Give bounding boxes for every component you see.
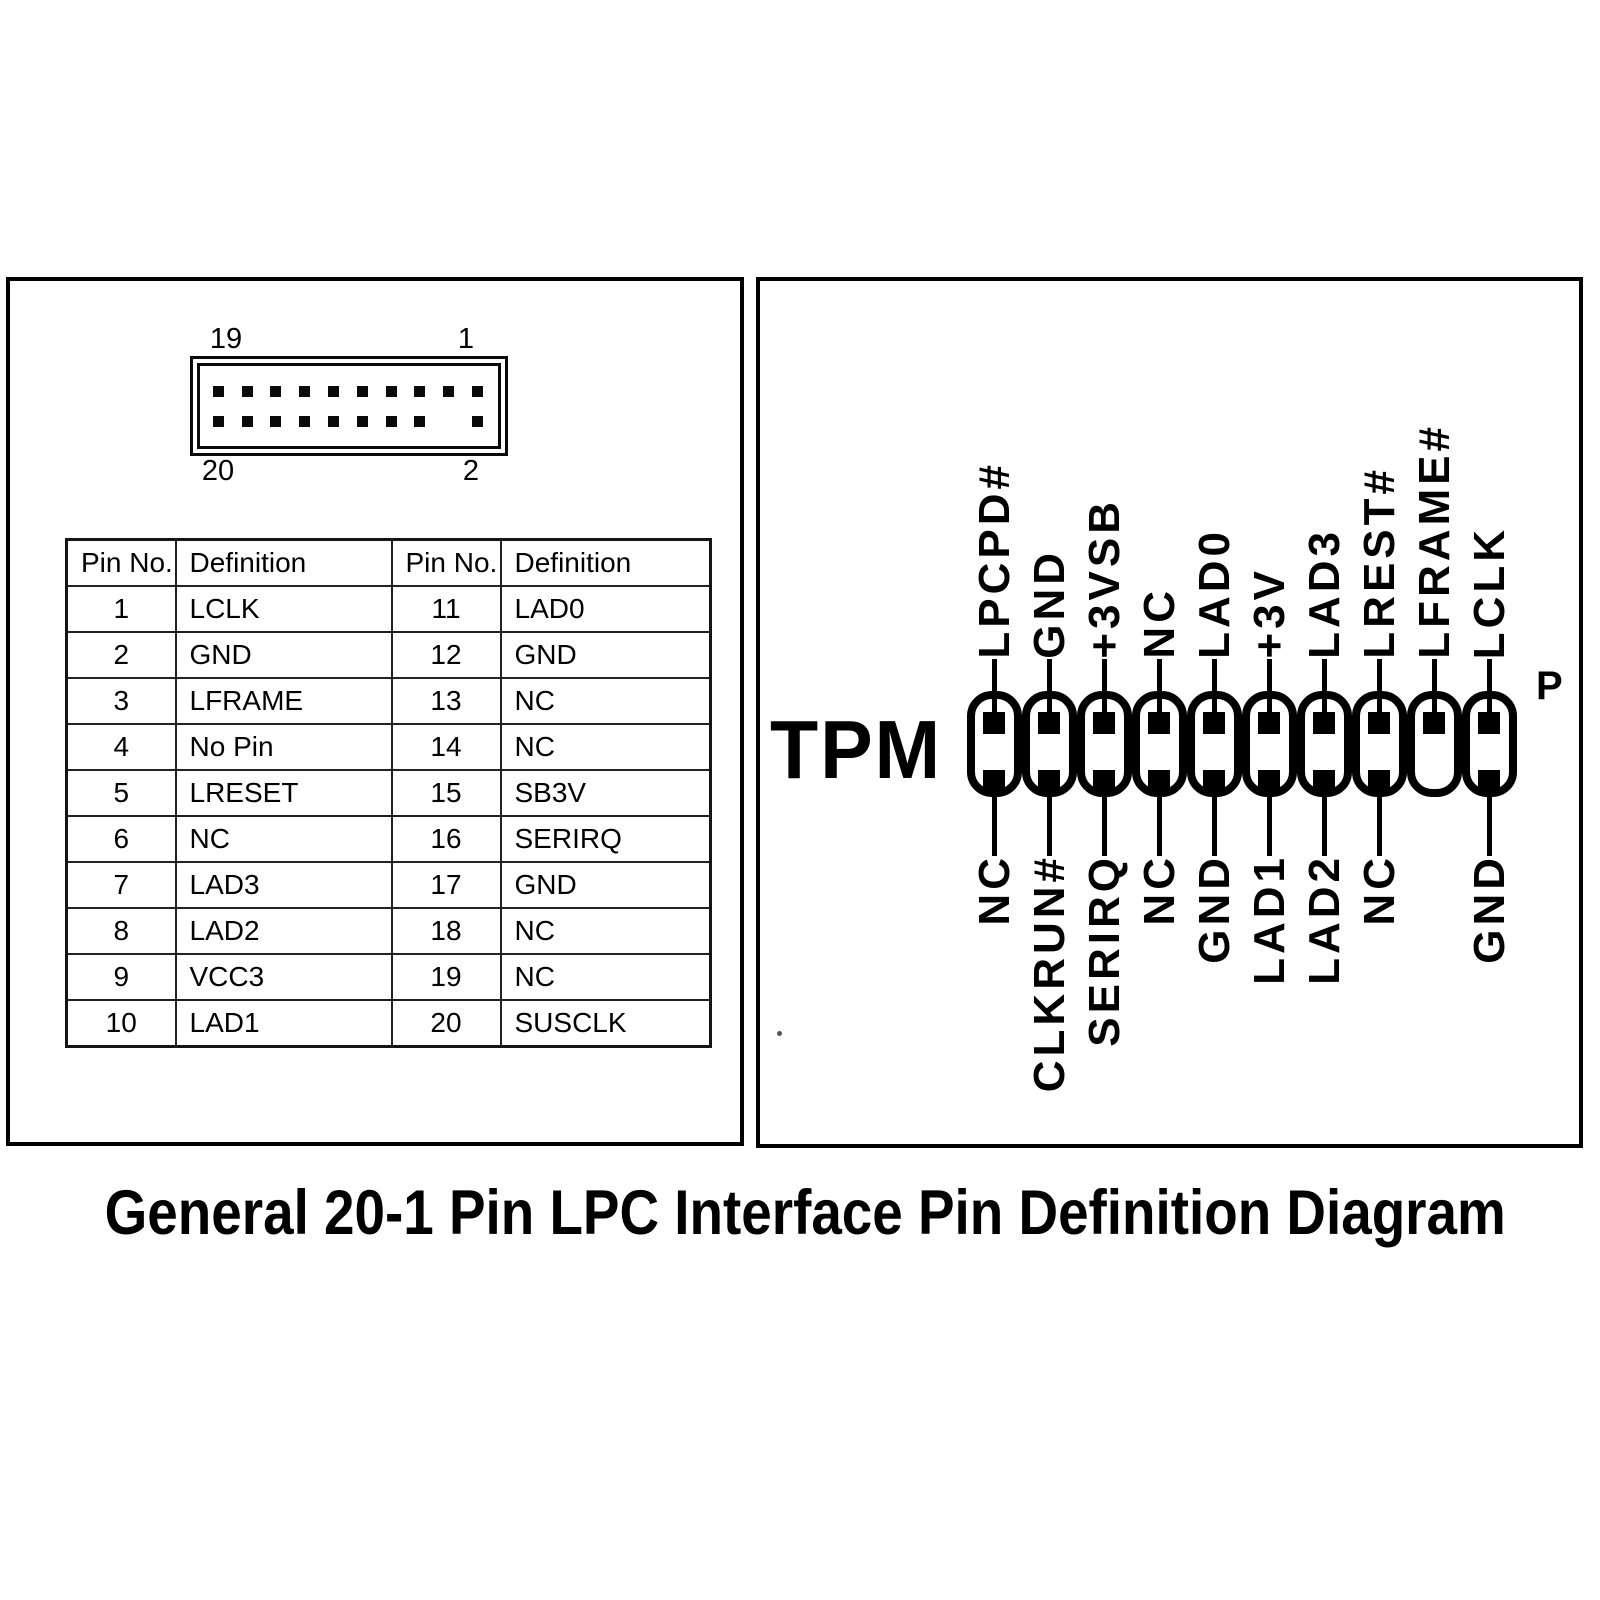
top-pin-label-text: LAD3 — [1299, 528, 1349, 659]
connector-pin19-label: 19 — [209, 323, 243, 355]
tpm-pin-column — [1132, 281, 1187, 1144]
pin-contact-top — [1368, 712, 1390, 734]
definition-cell: LRESET — [176, 770, 392, 816]
connector-pin1-label: 1 — [457, 323, 475, 355]
pin-contact-top — [1313, 712, 1335, 734]
bottom-pin-label — [1077, 854, 1132, 1150]
diagram-caption — [0, 1179, 1600, 1248]
pin-no-header-cell: Pin No. — [392, 540, 501, 587]
connector-pin20-label: 20 — [201, 455, 235, 487]
pin-definition-table-body — [67, 540, 711, 1047]
top-pin-label — [1187, 281, 1242, 659]
tpm-pin-column — [1297, 281, 1352, 1144]
top-pin-label-text: LFRAME# — [1409, 423, 1459, 659]
connector-pin-bottom — [414, 416, 425, 427]
pin-contact-bottom — [1038, 770, 1060, 792]
pin-wire-bottom — [992, 781, 997, 856]
pin-contact-bottom — [1258, 770, 1280, 792]
tpm-title: TPM — [770, 703, 943, 796]
connector-pin-bottom — [386, 416, 397, 427]
pin-no-cell: 20 — [392, 1000, 501, 1047]
definition-cell: NC — [501, 954, 711, 1000]
pin-contact-top — [983, 712, 1005, 734]
definition-cell: NC — [176, 816, 392, 862]
p-corner-label: P — [1536, 664, 1563, 708]
pin-contact-top — [1258, 712, 1280, 734]
pin-wire-bottom — [1487, 781, 1492, 856]
pin-no-cell: 5 — [67, 770, 176, 816]
bottom-pin-label-text: NC — [969, 854, 1019, 926]
definition-cell: NC — [501, 724, 711, 770]
connector-pin-top — [299, 386, 310, 397]
connector-pin-bottom — [357, 416, 368, 427]
definition-cell: NC — [501, 678, 711, 724]
table-row — [67, 678, 711, 724]
definition-header-cell: Definition — [501, 540, 711, 587]
pin-contact-top — [1423, 712, 1445, 734]
pin-contact-top — [1203, 712, 1225, 734]
connector-pin-top — [242, 386, 253, 397]
connector-pin2-label: 2 — [462, 455, 480, 487]
bottom-pin-label — [1462, 854, 1517, 1150]
connector-pin-top — [270, 386, 281, 397]
top-pin-label-text: LAD0 — [1189, 528, 1239, 659]
pin-wire-bottom — [1322, 781, 1327, 856]
top-pin-label-text: LPCPD# — [969, 461, 1019, 659]
top-pin-label-text: +3VSB — [1079, 498, 1129, 659]
definition-cell: LAD3 — [176, 862, 392, 908]
pin-no-cell: 12 — [392, 632, 501, 678]
table-header-row — [67, 540, 711, 587]
pin-contact-bottom — [1368, 770, 1390, 792]
top-pin-label — [1132, 281, 1187, 659]
tpm-pin-column — [1352, 281, 1407, 1144]
connector-pin-bottom — [213, 416, 224, 427]
pin-contact-top — [1478, 712, 1500, 734]
pin-no-cell: 3 — [67, 678, 176, 724]
connector-pin-bottom — [328, 416, 339, 427]
connector-pin-bottom — [242, 416, 253, 427]
connector-pin-top — [328, 386, 339, 397]
tpm-pin-column — [1242, 281, 1297, 1144]
bottom-pin-label-text: GND — [1464, 854, 1514, 964]
definition-cell: SERIRQ — [501, 816, 711, 862]
bottom-pin-label-text: NC — [1354, 854, 1404, 926]
pin-wire-bottom — [1102, 781, 1107, 856]
definition-header-cell: Definition — [176, 540, 392, 587]
pin-no-cell: 2 — [67, 632, 176, 678]
connector-pin-bottom — [270, 416, 281, 427]
tpm-pin-columns — [967, 281, 1517, 1144]
definition-cell: NC — [501, 908, 711, 954]
definition-cell: GND — [501, 862, 711, 908]
bottom-pin-label-text: SERIRQ — [1079, 854, 1129, 1047]
definition-cell: SUSCLK — [501, 1000, 711, 1047]
scan-speck — [777, 1031, 782, 1036]
definition-cell: GND — [501, 632, 711, 678]
definition-cell: LAD1 — [176, 1000, 392, 1047]
pin-no-cell: 1 — [67, 586, 176, 632]
pin-definition-table — [65, 538, 712, 1048]
definition-cell: LAD2 — [176, 908, 392, 954]
pin-wire-bottom — [1047, 781, 1052, 856]
definition-cell: VCC3 — [176, 954, 392, 1000]
bottom-pin-label — [1022, 854, 1077, 1150]
connector-pin-top — [414, 386, 425, 397]
bottom-pin-label-text: LAD2 — [1299, 854, 1349, 985]
table-row — [67, 816, 711, 862]
top-pin-label — [1352, 281, 1407, 659]
diagram-caption-text: General 20-1 Pin LPC Interface Pin Definition Diagram — [104, 1178, 1506, 1248]
bottom-pin-label-text: NC — [1134, 854, 1184, 926]
connector-pin-top — [213, 386, 224, 397]
pin-contact-bottom — [1478, 770, 1500, 792]
connector-pin-top — [443, 386, 454, 397]
tpm-header-panel — [756, 277, 1583, 1148]
pin-contact-top — [1148, 712, 1170, 734]
pin-contact-bottom — [1148, 770, 1170, 792]
pin-contact-bottom — [1203, 770, 1225, 792]
bottom-pin-label-text: LAD1 — [1244, 854, 1294, 985]
table-row — [67, 954, 711, 1000]
table-row — [67, 770, 711, 816]
pin-no-cell: 4 — [67, 724, 176, 770]
definition-cell: GND — [176, 632, 392, 678]
connector-inner-outline — [197, 363, 501, 449]
top-pin-label-text: NC — [1134, 587, 1184, 659]
definition-cell: LFRAME — [176, 678, 392, 724]
pin-no-cell: 10 — [67, 1000, 176, 1047]
table-row — [67, 862, 711, 908]
bottom-pin-label — [967, 854, 1022, 1150]
table-row — [67, 908, 711, 954]
definition-cell: LAD0 — [501, 586, 711, 632]
pin-no-cell: 16 — [392, 816, 501, 862]
top-pin-label — [1297, 281, 1352, 659]
connector-pin-top — [472, 386, 483, 397]
pin-no-cell: 15 — [392, 770, 501, 816]
top-pin-label — [1242, 281, 1297, 659]
bottom-pin-label — [1297, 854, 1352, 1150]
table-row — [67, 724, 711, 770]
connector-outline — [190, 356, 508, 456]
tpm-pin-column — [1462, 281, 1517, 1144]
bottom-pin-label-text: GND — [1189, 854, 1239, 964]
table-row — [67, 586, 711, 632]
bottom-pin-label — [1187, 854, 1242, 1150]
connector-pin-bottom — [299, 416, 310, 427]
bottom-pin-label-text: CLKRUN# — [1024, 854, 1074, 1093]
table-row — [67, 1000, 711, 1047]
tpm-pin-column — [1407, 281, 1462, 1144]
top-pin-label-text: LCLK — [1464, 525, 1514, 659]
pin-contact-top — [1038, 712, 1060, 734]
definition-cell: LCLK — [176, 586, 392, 632]
top-pin-label — [1407, 281, 1462, 659]
connector-pin-top — [386, 386, 397, 397]
top-pin-label — [1462, 281, 1517, 659]
tpm-pin-column — [1077, 281, 1132, 1144]
top-pin-label-text: GND — [1024, 549, 1074, 659]
pin-no-cell: 9 — [67, 954, 176, 1000]
top-pin-label-text: +3V — [1244, 567, 1294, 659]
pin-no-cell: 7 — [67, 862, 176, 908]
connector-pin-bottom — [472, 416, 483, 427]
pin-no-cell: 11 — [392, 586, 501, 632]
pin-no-cell: 19 — [392, 954, 501, 1000]
top-pin-label — [967, 281, 1022, 659]
pin-no-cell: 14 — [392, 724, 501, 770]
pin-wire-bottom — [1377, 781, 1382, 856]
tpm-pin-column — [1187, 281, 1242, 1144]
pin-no-cell: 13 — [392, 678, 501, 724]
pin-no-cell: 6 — [67, 816, 176, 862]
bottom-pin-label — [1132, 854, 1187, 1150]
pin-no-cell: 18 — [392, 908, 501, 954]
bottom-pin-label — [1352, 854, 1407, 1150]
definition-cell: SB3V — [501, 770, 711, 816]
top-pin-label-text: LREST# — [1354, 466, 1404, 659]
pin-wire-bottom — [1157, 781, 1162, 856]
tpm-pin-column — [967, 281, 1022, 1144]
table-row — [67, 632, 711, 678]
top-pin-label — [1077, 281, 1132, 659]
tpm-pin-column — [1022, 281, 1077, 1144]
pin-wire-bottom — [1212, 781, 1217, 856]
pin-no-cell: 8 — [67, 908, 176, 954]
pin-no-cell: 17 — [392, 862, 501, 908]
pin-contact-bottom — [983, 770, 1005, 792]
connector-pin-top — [357, 386, 368, 397]
pin-contact-bottom — [1313, 770, 1335, 792]
pin-no-header-cell: Pin No. — [67, 540, 176, 587]
pin-contact-bottom — [1093, 770, 1115, 792]
definition-cell: No Pin — [176, 724, 392, 770]
lpc-connector-panel — [6, 277, 744, 1146]
top-pin-label — [1022, 281, 1077, 659]
bottom-pin-label — [1242, 854, 1297, 1150]
pin-wire-bottom — [1267, 781, 1272, 856]
pin-contact-top — [1093, 712, 1115, 734]
